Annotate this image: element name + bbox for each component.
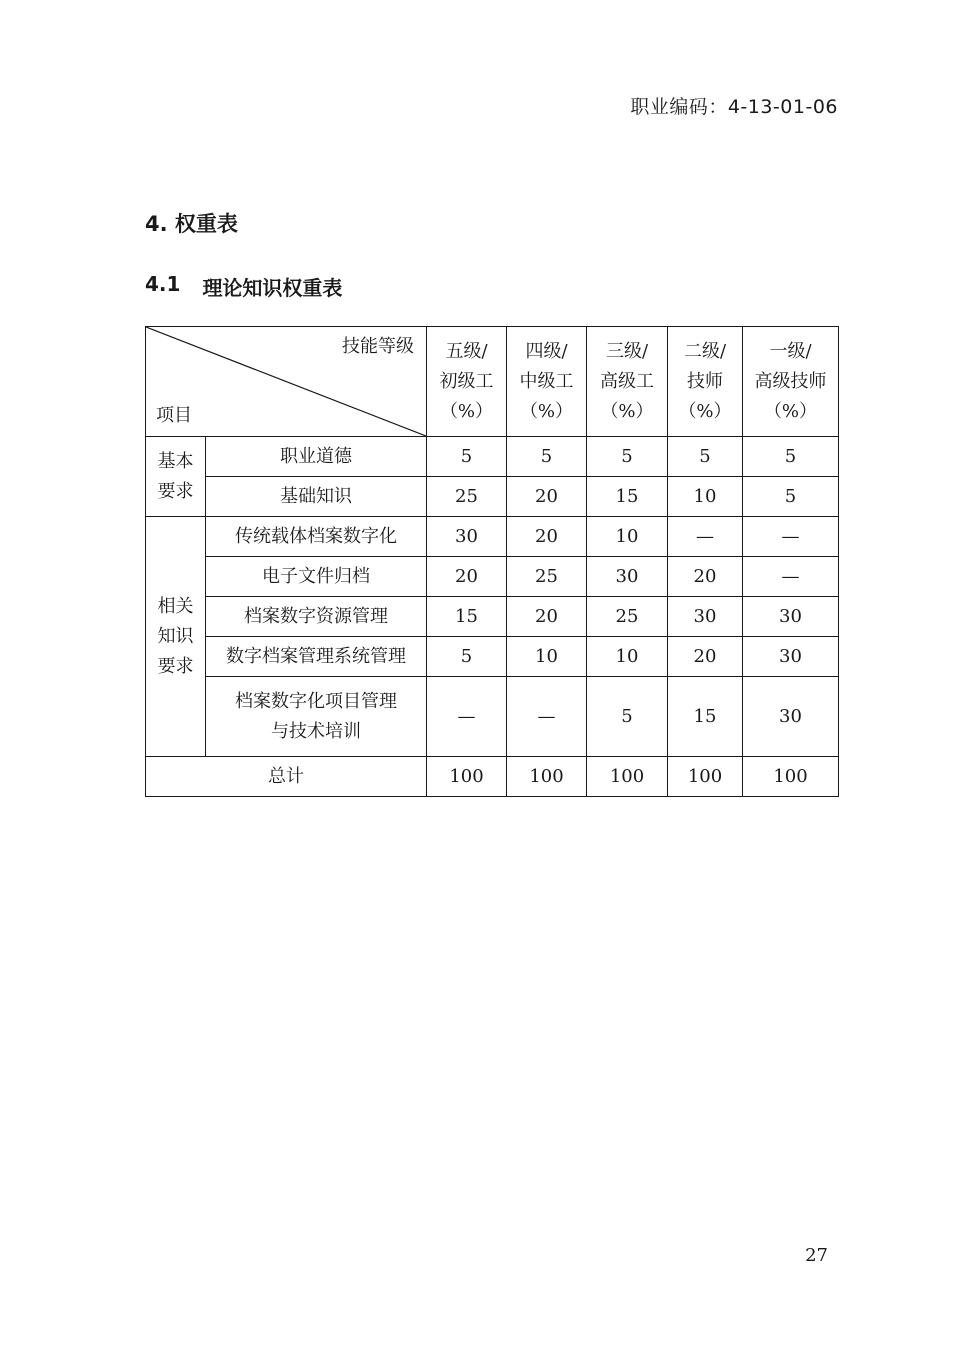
total-cell: 100: [668, 757, 743, 797]
table-row: [146, 637, 839, 677]
weight-cell: 5: [668, 437, 743, 477]
grade-title: 初级工: [439, 370, 494, 392]
grade-title: 高级工: [600, 370, 654, 392]
occupation-code: 职业编码：4-13-01-06: [630, 96, 838, 118]
grade-unit: （%）: [678, 400, 732, 422]
basic-requirements-group: [146, 437, 206, 517]
group-label-line: 基本: [157, 450, 194, 472]
item-name: 传统载体档案数字化: [206, 517, 427, 557]
grade-unit: （%）: [439, 400, 494, 422]
total-cell: 100: [507, 757, 587, 797]
grade-level: 五级/: [445, 340, 488, 362]
grade-header-1: [743, 327, 839, 437]
weight-cell: 20: [668, 557, 743, 597]
subsection-title: [145, 272, 342, 301]
weight-cell: —: [507, 677, 587, 757]
weight-cell: 30: [427, 517, 507, 557]
diagonal-header-cell: [146, 327, 427, 437]
weight-cell: 15: [587, 477, 668, 517]
table-row: [146, 557, 839, 597]
total-label: 总计: [146, 757, 427, 797]
total-row: [146, 757, 839, 797]
group-label-line: 要求: [157, 655, 194, 677]
group-label-line: 知识: [157, 625, 194, 647]
weight-cell: 5: [427, 637, 507, 677]
weight-cell: 25: [427, 477, 507, 517]
weight-cell: —: [743, 557, 839, 597]
weight-cell: —: [668, 517, 743, 557]
weight-cell: 5: [427, 437, 507, 477]
weight-cell: 10: [507, 637, 587, 677]
weight-cell: 25: [507, 557, 587, 597]
grade-header-5: [427, 327, 507, 437]
weight-cell: 10: [587, 637, 668, 677]
weight-cell: 30: [743, 677, 839, 757]
weight-cell: 20: [668, 637, 743, 677]
weight-cell: 10: [668, 477, 743, 517]
total-cell: 100: [587, 757, 668, 797]
total-cell: 100: [427, 757, 507, 797]
weight-cell: 5: [587, 437, 668, 477]
grade-title: 高级技师: [754, 370, 827, 392]
weight-cell: 30: [668, 597, 743, 637]
group-label-line: 相关: [157, 595, 194, 617]
weight-cell: 30: [743, 637, 839, 677]
weight-cell: 5: [507, 437, 587, 477]
table-row: [146, 677, 839, 757]
grade-level: 二级/: [683, 340, 727, 362]
skill-level-label: 技能等级: [342, 336, 414, 357]
item-name: 电子文件归档: [206, 557, 427, 597]
table-row: [146, 477, 839, 517]
item-name: 基础知识: [206, 477, 427, 517]
grade-title: 技师: [687, 370, 723, 392]
item-name: 职业道德: [206, 437, 427, 477]
weight-cell: 30: [587, 557, 668, 597]
weight-cell: 25: [587, 597, 668, 637]
grade-level: 一级/: [769, 340, 812, 362]
grade-header-2: [668, 327, 743, 437]
weight-cell: 20: [507, 597, 587, 637]
item-name-line: 档案数字化项目管理: [235, 690, 397, 712]
item-label: 项目: [156, 405, 192, 426]
weight-cell: 5: [743, 437, 839, 477]
item-name: 档案数字资源管理: [206, 597, 427, 637]
table-header-row: [146, 327, 839, 437]
page-number: 27: [805, 1245, 828, 1266]
grade-unit: （%）: [763, 400, 818, 422]
weight-cell: 15: [427, 597, 507, 637]
related-knowledge-group: [146, 517, 206, 757]
item-name: 数字档案管理系统管理: [206, 637, 427, 677]
table-row: [146, 597, 839, 637]
subsection-name: 理论知识权重表: [202, 276, 343, 300]
weight-cell: 5: [587, 677, 668, 757]
item-name: [206, 677, 427, 757]
item-name-line: 与技术培训: [271, 720, 361, 742]
weight-cell: —: [427, 677, 507, 757]
table-row: [146, 517, 839, 557]
grade-title: 中级工: [519, 370, 574, 392]
weight-cell: 10: [587, 517, 668, 557]
grade-header-3: [587, 327, 668, 437]
subsection-number: 4.1: [145, 272, 181, 296]
weight-cell: 15: [668, 677, 743, 757]
grade-level: 三级/: [605, 340, 649, 362]
grade-level: 四级/: [525, 340, 568, 362]
weight-cell: 20: [507, 477, 587, 517]
weight-cell: 20: [507, 517, 587, 557]
grade-unit: （%）: [519, 400, 574, 422]
weight-cell: 20: [427, 557, 507, 597]
total-cell: 100: [743, 757, 839, 797]
weight-cell: —: [743, 517, 839, 557]
grade-header-4: [507, 327, 587, 437]
weight-cell: 30: [743, 597, 839, 637]
grade-unit: （%）: [600, 400, 654, 422]
group-label-line: 要求: [157, 480, 194, 502]
theory-knowledge-weight-table: [145, 326, 839, 797]
section-title: 4. 权重表: [145, 212, 238, 236]
table-row: [146, 437, 839, 477]
weight-cell: 5: [743, 477, 839, 517]
